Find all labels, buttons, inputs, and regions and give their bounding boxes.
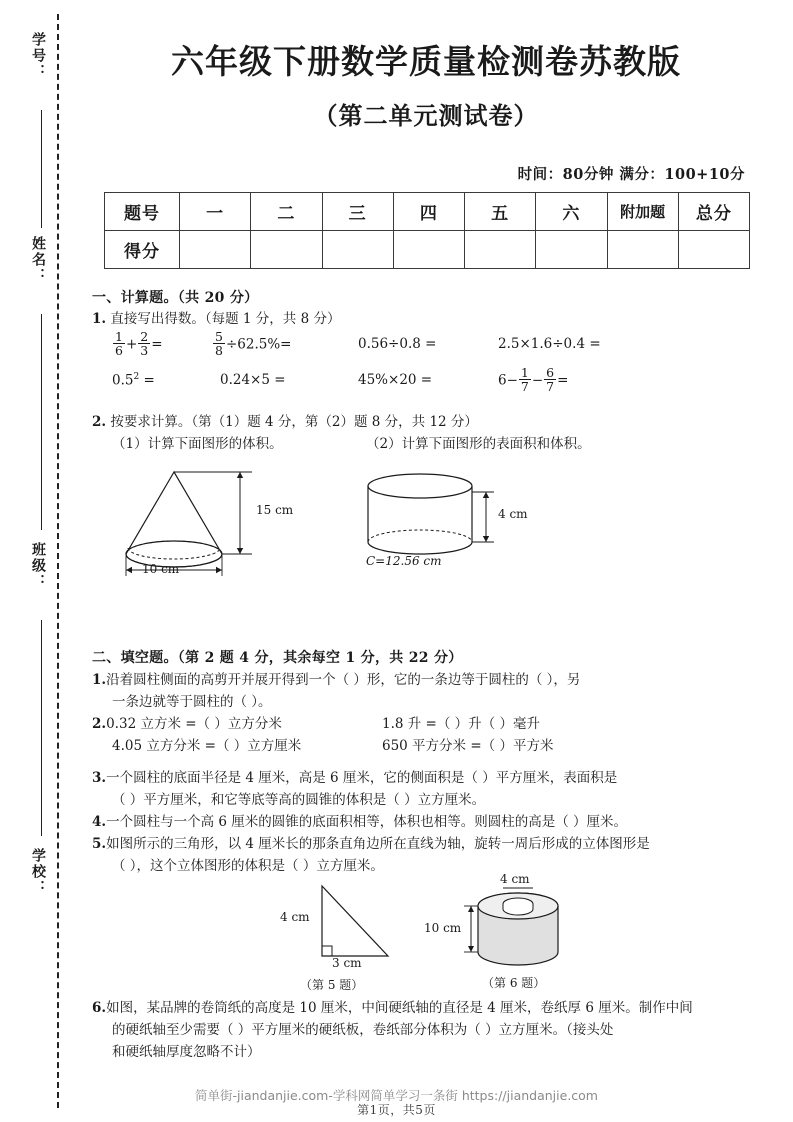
score-table-col-4: 四 [393, 193, 464, 231]
s2-q5-number: 5. [92, 836, 107, 852]
score-table-col-3: 三 [322, 193, 393, 231]
fraction: $\frac{5}{8}$ [215, 329, 223, 358]
score-cell-extra[interactable] [607, 231, 678, 269]
section-1-heading: 一、计算题。（共 20 分） [92, 290, 259, 306]
score-cell-1[interactable] [180, 231, 251, 269]
cone-height-label: 15 cm [256, 503, 294, 517]
s2-q3-line1: 3.一个圆柱的底面半径是 4 厘米，高是 6 厘米，它的侧面积是（ ）平方厘米，表面积是 [92, 770, 618, 786]
score-table [104, 192, 750, 269]
score-table-label-qno: 题号 [105, 193, 180, 231]
s1-q1-expr-3: 0.56÷0.8 = [358, 336, 437, 352]
triangle-vertical-leg-label: 4 cm [280, 910, 310, 924]
s2-q4-line1: 4.一个圆柱与一个高 6 厘米的圆锥的底面积相等，体积也相等。则圆柱的高是（ ）厘米。 [92, 814, 628, 830]
fraction: $\frac{2}{3}$ [140, 329, 149, 358]
margin-label-student-id: 学号： [30, 32, 46, 80]
s1-q1-expr-8: 6− $\frac{1}{7}$ − $\frac{6}{7}$ = [498, 365, 569, 394]
fraction: $\frac{1}{6}$ [115, 329, 123, 358]
s2-q6-number: 6. [92, 1000, 107, 1016]
margin-rule-1 [41, 110, 42, 228]
s2-q2-b: 1.8 升 =（ ）升（ ）毫升 [382, 716, 540, 732]
s2-q1-line2: 一条边就等于圆柱的（ ）。 [112, 694, 272, 710]
s2-q6-line1: 6.如图，某品牌的卷筒纸的高度是 10 厘米，中间硬纸轴的直径是 4 厘米，卷纸厚 6 厘米。制作中间 [92, 1000, 693, 1016]
margin-rule-3 [41, 620, 42, 836]
s2-q3-line2: （ ）平方厘米，和它等底等高的圆锥的体积是（ ）立方厘米。 [112, 792, 486, 808]
paper-roll-figure [424, 872, 602, 990]
binding-dashed-line [57, 14, 59, 1108]
s2-q3-number: 3. [92, 770, 107, 786]
s1-q1-expr-5: $0.5^2$ = [112, 372, 155, 389]
s1-q1 [92, 309, 340, 330]
roll-height-label: 10 cm [424, 921, 462, 935]
s2-q4-number: 4. [92, 814, 107, 830]
s2-q2-a: 2.0.32 立方米 =（ ）立方分米 [92, 716, 282, 732]
s1-q2 [92, 412, 478, 433]
triangle-figure [278, 880, 408, 992]
cone-figure [104, 466, 304, 590]
s1-q1-number: 1. [92, 311, 107, 327]
table-row [105, 231, 750, 269]
s1-q1-expr-2: $\frac{5}{8}$ ÷62.5%= [215, 329, 292, 358]
margin-rule-2 [41, 314, 42, 530]
s1-q1-expr-6: 0.24×5 = [220, 372, 286, 388]
table-row [105, 193, 750, 231]
s2-q1-number: 1. [92, 672, 107, 688]
section-2-heading: 二、填空题。（第 2 题 4 分，其余每空 1 分，共 22 分） [92, 650, 463, 666]
score-table-col-5: 五 [465, 193, 536, 231]
s1-q2-text: 按要求计算。（第（1）题 4 分，第（2）题 8 分，共 12 分） [110, 414, 478, 430]
s2-q2-number: 2. [92, 716, 107, 732]
s1-q1-text: 直接写出得数。（每题 1 分，共 8 分） [110, 311, 341, 327]
s1-q2-sub1: （1）计算下面图形的体积。 [112, 436, 283, 452]
s2-q6-line3: 和硬纸轴厚度忽略不计） [112, 1044, 261, 1060]
site-watermark: 简单街-jiandanjie.com-学科网简单学习一条街 https://jiandanjie.com [194, 1088, 598, 1103]
cylinder-figure [362, 470, 542, 584]
exam-meta: 时间：80分钟 满分：100+10分 [517, 166, 745, 183]
score-table-label-score: 得分 [105, 231, 180, 269]
s1-q1-expr-7: 45%×20 = [358, 372, 433, 388]
s1-q1-expr-4: 2.5×1.6÷0.4 = [498, 336, 601, 352]
cylinder-height-label: 4 cm [498, 507, 528, 521]
score-cell-4[interactable] [393, 231, 464, 269]
student-info-margin [10, 14, 56, 1108]
s2-q2-c: 4.05 立方分米 =（ ）立方厘米 [112, 738, 302, 754]
fraction: $\frac{1}{7}$ [520, 365, 529, 394]
score-cell-2[interactable] [251, 231, 322, 269]
roll-top-label: 4 cm [500, 872, 530, 886]
cone-diameter-label: 10 cm [142, 562, 180, 576]
page-title: 六年级下册数学质量检测卷苏教版 [171, 42, 681, 81]
score-table-col-1: 一 [180, 193, 251, 231]
margin-label-class: 班级： [30, 542, 46, 590]
s2-q5-line2: （ ），这个立体图形的体积是（ ）立方厘米。 [112, 858, 384, 874]
score-cell-6[interactable] [536, 231, 607, 269]
s2-q2-d: 650 平方分米 =（ ）平方米 [382, 738, 554, 754]
cylinder-circumference-label: C=12.56 cm [366, 554, 442, 568]
page-number: 第1页，共5页 [357, 1103, 436, 1117]
score-table-col-total: 总分 [678, 193, 749, 231]
score-cell-5[interactable] [465, 231, 536, 269]
margin-label-name: 姓名： [30, 236, 46, 284]
s1-q2-sub2: （2）计算下面图形的表面积和体积。 [366, 436, 591, 452]
fraction: $\frac{6}{7}$ [546, 365, 555, 394]
margin-label-school: 学校： [30, 848, 46, 896]
s2-q6-line2: 的硬纸轴至少需要（ ）平方厘米的硬纸板，卷纸部分体积为（ ）立方厘米。（接头处 [112, 1022, 614, 1038]
s1-q2-number: 2. [92, 414, 107, 430]
triangle-figure-caption: （第 5 题） [300, 978, 364, 992]
score-table-col-6: 六 [536, 193, 607, 231]
triangle-horizontal-leg-label: 3 cm [332, 956, 362, 970]
roll-figure-caption: （第 6 题） [482, 976, 546, 990]
page-subtitle: （第二单元测试卷） [313, 101, 539, 130]
score-cell-total[interactable] [678, 231, 749, 269]
s2-q1-line1: 1.沿着圆柱侧面的高剪开并展开得到一个（ ）形，它的一条边等于圆柱的（ ），另 [92, 672, 581, 688]
score-table-col-2: 二 [251, 193, 322, 231]
score-cell-3[interactable] [322, 231, 393, 269]
s1-q1-expr-1: $\frac{1}{6}$ + $\frac{2}{3}$ = [115, 329, 163, 358]
s2-q5-line1: 5.如图所示的三角形，以 4 厘米长的那条直角边所在直线为轴，旋转一周后形成的立体图形是 [92, 836, 650, 852]
score-table-col-extra: 附加题 [607, 193, 678, 231]
